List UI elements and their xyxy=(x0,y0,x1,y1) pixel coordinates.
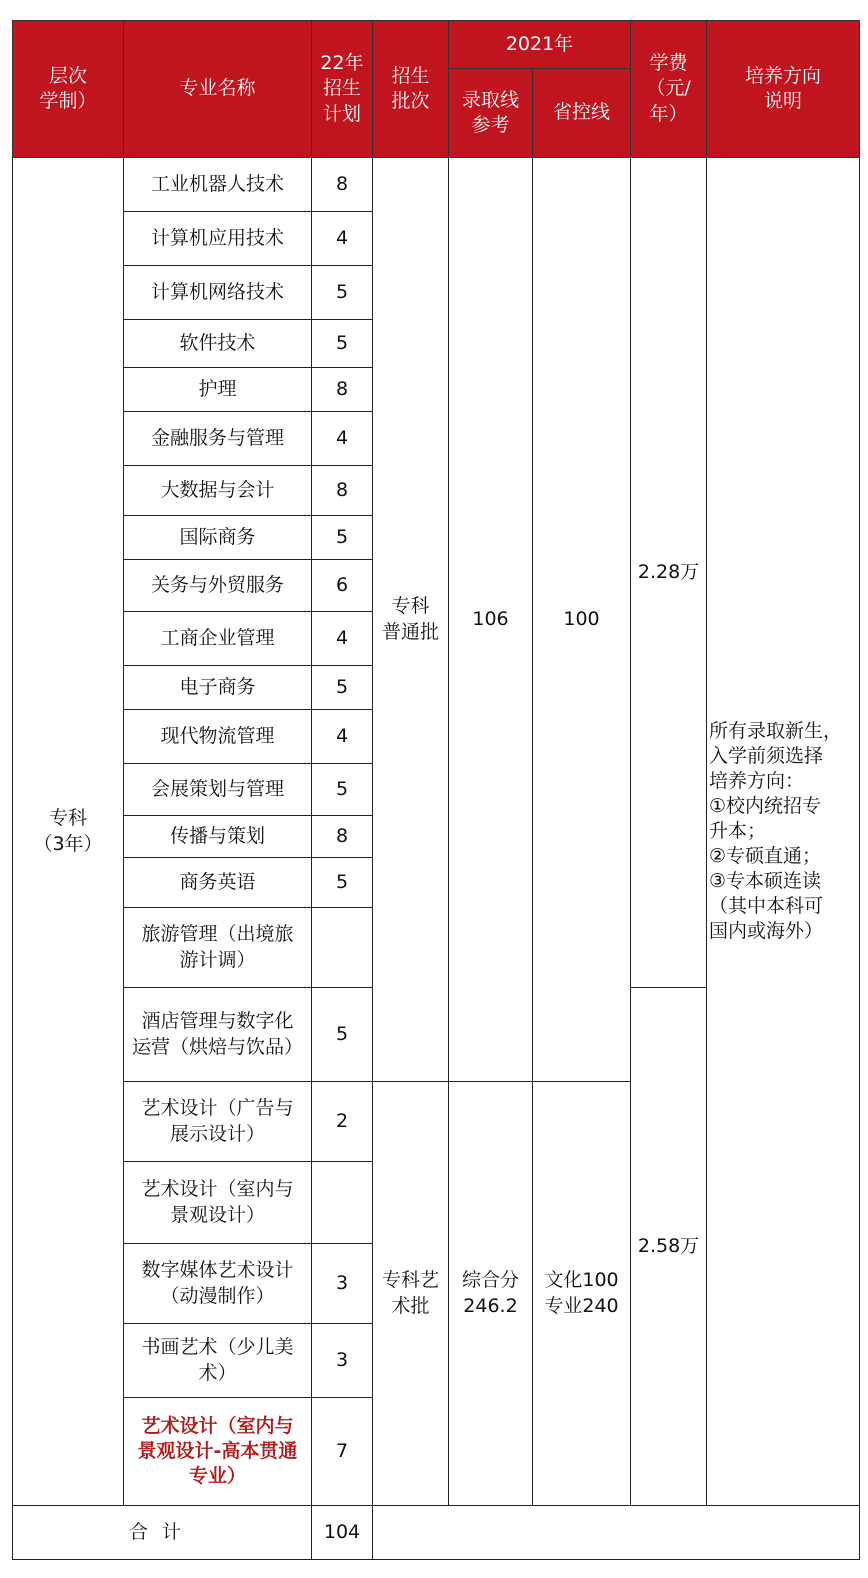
plan-cell xyxy=(312,516,373,560)
enrollment-plan-table xyxy=(12,20,860,1560)
plan-cell xyxy=(312,1162,373,1244)
plan-cell-text: 5 xyxy=(335,331,349,354)
major-name-cell xyxy=(124,1398,312,1506)
major-name-cell xyxy=(124,1244,312,1324)
admission-regular-cell xyxy=(449,158,533,1082)
header-admission-line: 录取线 参考 xyxy=(449,69,533,158)
major-name-cell xyxy=(124,764,312,816)
plan-cell xyxy=(312,1082,373,1162)
plan-cell-text: 5 xyxy=(335,870,349,893)
table-body xyxy=(13,158,860,1560)
major-name-cell-text: 护理 xyxy=(198,377,237,400)
plan-cell-text: 8 xyxy=(335,172,349,195)
plan-cell xyxy=(312,988,373,1082)
major-name-cell-text: 书画艺术（少儿美 术） xyxy=(141,1336,294,1384)
plan-cell-text: 5 xyxy=(335,1022,349,1045)
major-name-cell xyxy=(124,666,312,710)
header-major: 专业名称 xyxy=(124,21,312,158)
major-name-cell xyxy=(124,212,312,266)
major-name-cell xyxy=(124,858,312,908)
major-name-cell xyxy=(124,1324,312,1398)
plan-cell xyxy=(312,710,373,764)
major-name-cell-text: 计算机应用技术 xyxy=(150,226,284,249)
major-name-cell xyxy=(124,908,312,988)
plan-cell xyxy=(312,1244,373,1324)
plan-cell xyxy=(312,412,373,466)
total-value-cell xyxy=(312,1506,373,1560)
major-name-cell xyxy=(124,412,312,466)
plan-cell xyxy=(312,816,373,858)
plan-cell-text: 8 xyxy=(335,824,349,847)
major-name-cell-text: 软件技术 xyxy=(179,331,256,354)
level-cell-text: 专科 （3年） xyxy=(33,807,103,855)
level-cell xyxy=(13,158,124,1506)
major-name-cell-text: 艺术设计（室内与 景观设计） xyxy=(141,1178,294,1226)
plan-cell xyxy=(312,666,373,710)
major-name-cell-text: 数字媒体艺术设计 （动漫制作） xyxy=(141,1259,294,1307)
major-name-cell-text: 传播与策划 xyxy=(169,824,265,847)
provincial-art-cell xyxy=(533,1082,631,1506)
header-level: 层次 学制） xyxy=(13,21,124,158)
plan-cell xyxy=(312,560,373,612)
major-name-cell-text: 商务英语 xyxy=(179,870,256,893)
major-name-cell xyxy=(124,560,312,612)
header-year-group: 2021年 xyxy=(449,21,631,69)
major-name-cell xyxy=(124,612,312,666)
table-header xyxy=(13,21,860,158)
admission-art-cell xyxy=(449,1082,533,1506)
plan-cell-text: 4 xyxy=(335,724,349,747)
plan-cell xyxy=(312,212,373,266)
batch-art-cell-text: 专科艺 术批 xyxy=(381,1269,439,1317)
major-name-cell xyxy=(124,320,312,368)
plan-cell-text: 2 xyxy=(335,1109,349,1132)
total-label-cell xyxy=(13,1506,312,1560)
plan-cell xyxy=(312,266,373,320)
major-name-cell-text: 大数据与会计 xyxy=(160,478,275,501)
tuition-art-cell-text: 2.58万 xyxy=(637,1234,700,1257)
major-name-cell-text: 工商企业管理 xyxy=(160,626,275,649)
major-name-cell-text: 现代物流管理 xyxy=(160,724,275,747)
major-name-cell-text: 关务与外贸服务 xyxy=(150,573,284,596)
plan-cell-text: 6 xyxy=(335,573,349,596)
total-label: 合计 xyxy=(128,1520,195,1543)
plan-cell-text: 4 xyxy=(335,626,349,649)
major-name-cell-text: 国际商务 xyxy=(179,525,256,548)
total-row xyxy=(13,1506,860,1560)
plan-cell-text: 8 xyxy=(335,478,349,501)
plan-cell xyxy=(312,368,373,412)
plan-cell-text: 5 xyxy=(335,280,349,303)
tuition-regular-cell-text: 2.28万 xyxy=(637,560,700,583)
major-name-cell-text: 旅游管理（出境旅 游计调） xyxy=(141,923,294,971)
major-name-cell xyxy=(124,158,312,212)
table-row xyxy=(13,158,860,212)
plan-cell-text: 3 xyxy=(335,1271,349,1294)
major-name-cell-text: 艺术设计（广告与 展示设计） xyxy=(141,1097,294,1145)
plan-cell-text: 7 xyxy=(335,1439,349,1462)
plan-cell-text: 5 xyxy=(335,525,349,548)
header-tuition: 学费 （元/年） xyxy=(631,21,707,158)
major-name-cell-text: 电子商务 xyxy=(179,675,256,698)
admission-regular-cell-text: 106 xyxy=(472,607,509,630)
total-empty-cell xyxy=(373,1506,860,1560)
plan-cell-text: 4 xyxy=(335,426,349,449)
plan-cell xyxy=(312,858,373,908)
provincial-art-cell-text: 文化100 专业240 xyxy=(544,1269,619,1317)
major-name-cell-text: 会展策划与管理 xyxy=(150,777,284,800)
major-name-cell xyxy=(124,516,312,560)
header-direction: 培养方向 说明 xyxy=(707,21,860,158)
major-name-cell-text: 酒店管理与数字化 运营（烘焙与饮品） xyxy=(131,1010,303,1058)
plan-cell xyxy=(312,908,373,988)
major-name-cell-text: 工业机器人技术 xyxy=(150,172,284,195)
header-batch: 招生 批次 xyxy=(373,21,449,158)
major-name-cell xyxy=(124,1082,312,1162)
header-plan: 22年 招生 计划 xyxy=(312,21,373,158)
plan-cell xyxy=(312,612,373,666)
plan-cell-text: 8 xyxy=(335,377,349,400)
major-name-cell xyxy=(124,466,312,516)
tuition-regular-cell xyxy=(631,158,707,988)
major-name-cell xyxy=(124,1162,312,1244)
admission-art-cell-text: 综合分 246.2 xyxy=(461,1269,519,1317)
major-name-cell xyxy=(124,816,312,858)
provincial-regular-cell-text: 100 xyxy=(563,607,600,630)
plan-cell-text: 4 xyxy=(335,226,349,249)
total-value: 104 xyxy=(323,1520,361,1543)
header-provincial-line: 省控线 xyxy=(533,69,631,158)
plan-cell xyxy=(312,158,373,212)
plan-cell xyxy=(312,1324,373,1398)
plan-cell-text: 5 xyxy=(335,777,349,800)
batch-regular-cell xyxy=(373,158,449,1082)
major-name-cell-text: 艺术设计（室内与 景观设计-高本贯通 专业） xyxy=(137,1414,298,1488)
provincial-regular-cell xyxy=(533,158,631,1082)
major-name-cell xyxy=(124,710,312,764)
plan-cell xyxy=(312,764,373,816)
major-name-cell-text: 金融服务与管理 xyxy=(150,426,284,449)
plan-cell xyxy=(312,320,373,368)
batch-art-cell xyxy=(373,1082,449,1506)
plan-cell xyxy=(312,466,373,516)
plan-cell-text: 3 xyxy=(335,1348,349,1371)
batch-regular-cell-text: 专科 普通批 xyxy=(381,595,439,643)
plan-cell xyxy=(312,1398,373,1506)
tuition-art-cell xyxy=(631,988,707,1506)
major-name-cell-text: 计算机网络技术 xyxy=(150,280,284,303)
direction-note-cell xyxy=(707,158,860,1506)
direction-note-cell-text: 所有录取新生， 入学前须选择 培养方向： ①校内统招专 升本； ②专硕直通； ③专本硕连读 （其中本科可 国内或海外） xyxy=(709,719,843,943)
major-name-cell xyxy=(124,266,312,320)
major-name-cell xyxy=(124,368,312,412)
major-name-cell xyxy=(124,988,312,1082)
plan-cell-text: 5 xyxy=(335,675,349,698)
